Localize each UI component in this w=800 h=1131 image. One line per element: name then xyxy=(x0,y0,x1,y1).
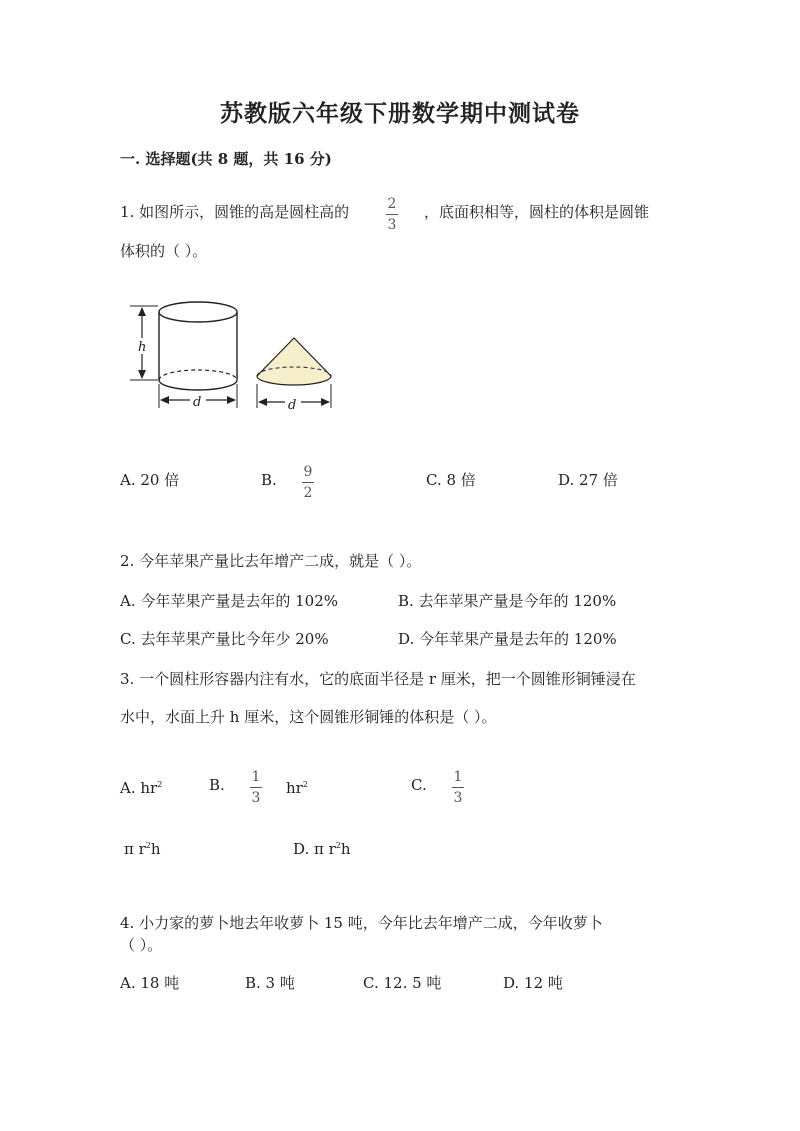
q3-option-c-tail-text: π r xyxy=(124,840,146,858)
fraction-bar xyxy=(386,214,398,215)
q1-text-a: 1. 如图所示，圆锥的高是圆柱高的 xyxy=(120,203,350,221)
label-d-cone: d xyxy=(288,398,297,413)
q1-text-b: ，底面积相等，圆柱的体积是圆锥 xyxy=(424,203,650,221)
q3-option-b-label: B. xyxy=(209,776,225,794)
q3-option-b-fraction xyxy=(250,769,262,806)
q3-text-b: 水中，水面上升 h 厘米，这个圆锥形铜锤的体积是（ ）。 xyxy=(120,708,497,726)
q1-frac-den: 3 xyxy=(387,217,397,233)
q3-option-c-end: h xyxy=(150,840,161,858)
q4-option-c: C. 12. 5 吨 xyxy=(363,974,442,992)
q3-option-c-tail xyxy=(124,836,161,859)
q3-option-a xyxy=(120,775,162,798)
q2-option-c: C. 去年苹果产量比今年少 20% xyxy=(120,630,329,648)
cone-shape xyxy=(257,338,331,385)
q3-option-b-tail-text: hr xyxy=(286,779,303,797)
q3-option-b-tail xyxy=(286,775,308,798)
q1-option-b-den: 2 xyxy=(303,485,313,501)
q1-option-b-fraction xyxy=(302,464,314,501)
q3-option-c-sup: 2 xyxy=(145,841,151,850)
q3-option-c-label: C. xyxy=(411,776,427,794)
q3-option-b-num: 1 xyxy=(251,769,261,785)
q2-option-b: B. 去年苹果产量是今年的 120% xyxy=(398,592,617,610)
q3-option-c-den: 3 xyxy=(453,790,463,806)
fraction-bar xyxy=(302,482,314,483)
cylinder-shape xyxy=(159,302,237,390)
q3-option-a-text: A. hr xyxy=(120,779,158,797)
q2-text: 2. 今年苹果产量比去年增产二成，就是（ ）。 xyxy=(120,552,422,570)
q2-option-a: A. 今年苹果产量是去年的 102% xyxy=(120,592,339,610)
q3-option-b-den: 3 xyxy=(251,790,261,806)
q1-option-a: A. 20 倍 xyxy=(120,471,180,489)
cylinder-cone-figure xyxy=(120,292,340,420)
q1-option-b-num: 9 xyxy=(303,464,313,480)
q3-option-d xyxy=(293,836,351,859)
q1-option-b-label: B. xyxy=(261,471,277,489)
q3-option-b-sup: 2 xyxy=(302,780,308,789)
q4-option-b: B. 3 吨 xyxy=(245,974,295,992)
label-d-cylinder: d xyxy=(193,395,202,410)
q3-option-c-num: 1 xyxy=(453,769,463,785)
q3-text-a: 3. 一个圆柱形容器内注有水，它的底面半径是 r 厘米，把一个圆锥形铜锤浸在 xyxy=(120,670,636,688)
q2-option-d: D. 今年苹果产量是去年的 120% xyxy=(398,630,617,648)
q3-option-d-end: h xyxy=(340,840,351,858)
q1-option-d: D. 27 倍 xyxy=(558,471,618,489)
q1-option-c: C. 8 倍 xyxy=(426,471,476,489)
q4-text-b: （ ）。 xyxy=(120,936,163,954)
q1-text-c: 体积的（ ）。 xyxy=(120,242,208,260)
q4-option-d: D. 12 吨 xyxy=(503,974,563,992)
q1-frac-num: 2 xyxy=(387,196,397,212)
fraction-bar xyxy=(452,787,464,788)
q3-option-a-sup: 2 xyxy=(157,780,163,789)
q3-option-d-sup: 2 xyxy=(335,841,341,850)
fraction-bar xyxy=(250,787,262,788)
q3-option-c-fraction xyxy=(452,769,464,806)
q4-text-a: 4. 小力家的萝卜地去年收萝卜 15 吨，今年比去年增产二成，今年收萝卜 xyxy=(120,914,603,932)
section-heading: 一. 选择题(共 8 题，共 16 分) xyxy=(120,150,332,168)
q3-option-d-text: D. π r xyxy=(293,840,336,858)
q1-fraction xyxy=(386,196,398,233)
page-title: 苏教版六年级下册数学期中测试卷 xyxy=(220,100,580,127)
q4-option-a: A. 18 吨 xyxy=(120,974,180,992)
label-h: h xyxy=(138,340,147,355)
